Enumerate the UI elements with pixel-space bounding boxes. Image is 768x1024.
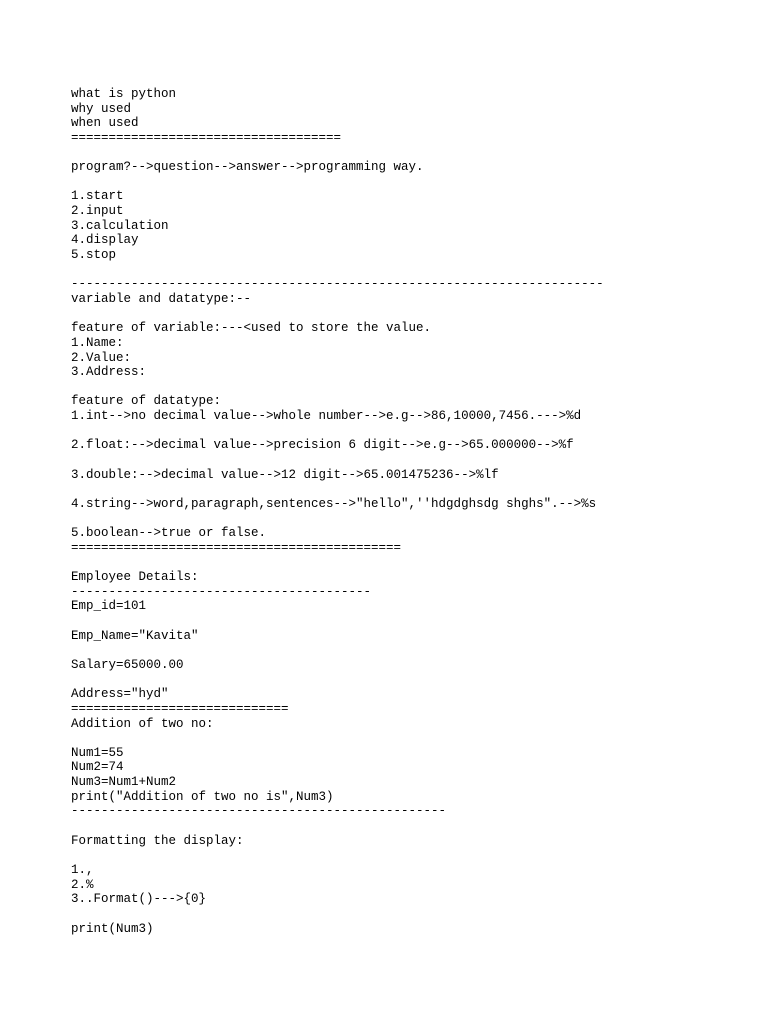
text-line: why used: [71, 101, 132, 116]
text-line: Num1=55: [71, 745, 124, 760]
text-line: 3..Format()--->{0}: [71, 892, 207, 907]
text-line: feature of datatype:: [71, 394, 222, 409]
text-line: when used: [71, 116, 139, 131]
text-line: [71, 556, 604, 571]
text-line: ----------------------------------------: [71, 584, 372, 599]
text-line: [71, 819, 604, 834]
text-line: [71, 482, 604, 497]
text-line: [71, 453, 604, 468]
text-line: print("Addition of two no is",Num3): [71, 789, 334, 804]
text-line: 1.int-->no decimal value-->whole number-->e.g-->86,10000,7456.--->%d: [71, 409, 582, 424]
text-line: [71, 263, 604, 278]
text-line: [71, 512, 604, 527]
text-line: [71, 146, 604, 161]
text-line: [71, 424, 604, 439]
text-line: [71, 907, 604, 922]
text-line: 1.,: [71, 862, 94, 877]
text-line: [71, 175, 604, 190]
text-line: --------------------------------------------------: [71, 804, 447, 819]
text-line: 5.boolean-->true or false.: [71, 526, 267, 541]
text-line: [71, 848, 604, 863]
text-line: [71, 643, 604, 658]
text-line: 3.calculation: [71, 218, 169, 233]
text-line: 3.Address:: [71, 365, 147, 380]
text-line: [71, 614, 604, 629]
text-line: Num2=74: [71, 760, 124, 775]
text-line: print(Num3): [71, 921, 154, 936]
text-line: 2.float:-->decimal value-->precision 6 digit-->e.g-->65.000000-->%f: [71, 438, 574, 453]
text-line: what is python: [71, 87, 177, 101]
text-line: 4.string-->word,paragraph,sentences-->"hello",''hdgdghsdg shghs".-->%s: [71, 496, 597, 511]
text-line: ============================================: [71, 540, 402, 555]
text-line: Emp_Name="Kavita": [71, 628, 199, 643]
text-line: Addition of two no:: [71, 716, 214, 731]
text-line: 2.input: [71, 204, 124, 219]
text-line: Address="hyd": [71, 687, 169, 702]
text-line: 1.start: [71, 189, 124, 204]
text-line: Num3=Num1+Num2: [71, 775, 177, 790]
document-text: [71, 87, 604, 936]
text-line: Employee Details:: [71, 570, 199, 585]
text-line: [71, 380, 604, 395]
text-line: [71, 673, 604, 688]
text-line: =============================: [71, 701, 289, 716]
text-line: -----------------------------------------------------------------------: [71, 277, 604, 292]
text-line: Formatting the display:: [71, 833, 244, 848]
text-line: feature of variable:---<used to store the value.: [71, 321, 432, 336]
text-line: 2.%: [71, 877, 94, 892]
text-line: 3.double:-->decimal value-->12 digit-->65.001475236-->%lf: [71, 467, 499, 482]
text-line: Emp_id=101: [71, 599, 147, 614]
text-line: 5.stop: [71, 248, 117, 263]
text-line: Salary=65000.00: [71, 657, 184, 672]
text-line: [71, 731, 604, 746]
text-line: variable and datatype:--: [71, 291, 252, 306]
text-line: 4.display: [71, 233, 139, 248]
text-line: 1.Name:: [71, 335, 124, 350]
text-line: ====================================: [71, 130, 342, 145]
text-line: program?-->question-->answer-->programming way.: [71, 160, 424, 175]
text-line: [71, 307, 604, 322]
text-line: 2.Value:: [71, 350, 132, 365]
